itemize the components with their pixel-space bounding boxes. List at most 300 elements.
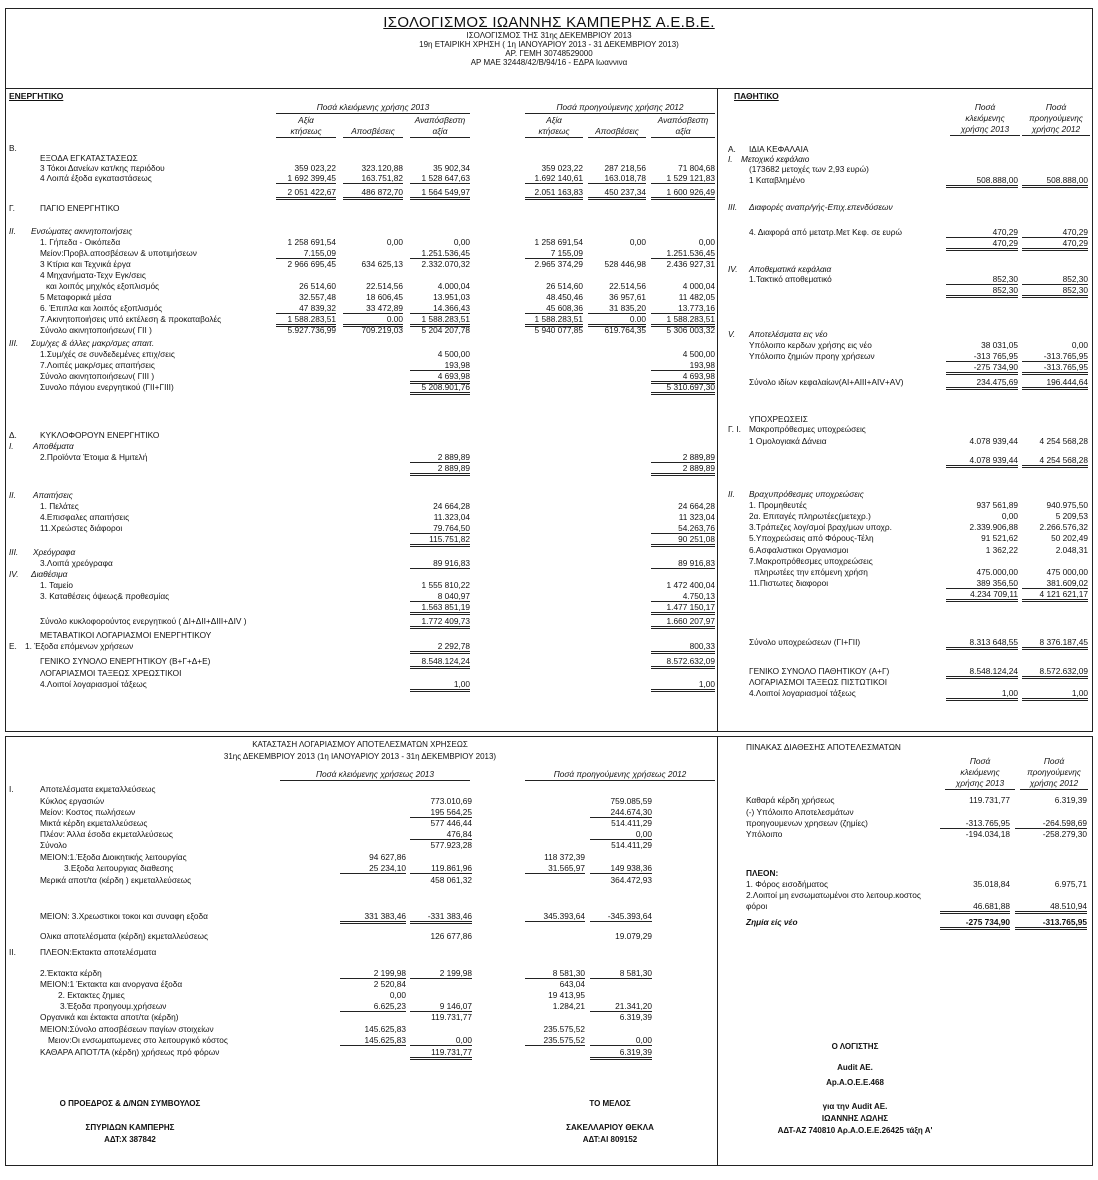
amount-cell: -264.598,69 bbox=[1015, 818, 1087, 829]
amount-cell: 287 218,56 bbox=[604, 163, 646, 173]
row-label: 6. Έπιπλα και λοιπός εξοπλισμός bbox=[40, 303, 163, 313]
amount-cell: 91 521,62 bbox=[981, 533, 1018, 543]
row-code: ΙΙ. bbox=[9, 947, 16, 957]
row-label: Αποτελέσματα εις νέο bbox=[749, 329, 828, 339]
amount-cell: 470,29 bbox=[1022, 238, 1088, 251]
amount-cell: 4 000,04 bbox=[682, 281, 715, 291]
amount-cell: 359 023,22 bbox=[541, 163, 583, 173]
amount-cell: 2.436 927,31 bbox=[666, 259, 715, 269]
row-label: Υπόλοιπο κερδων χρήσης εις νέο bbox=[749, 340, 872, 350]
amount-cell: 8.548.124,24 bbox=[946, 666, 1018, 679]
amount-cell: 8 581,30 bbox=[525, 968, 585, 979]
amount-cell: 4 693,98 bbox=[651, 371, 715, 384]
amount-cell: 4.078 939,44 bbox=[946, 455, 1018, 468]
col-cost-label-1: Αξία bbox=[546, 115, 562, 125]
liab-col-2012-line1: Ποσά bbox=[1045, 102, 1067, 112]
amount-cell: 0,00 bbox=[590, 829, 652, 840]
row-label: 2α. Επιταγές πληρωτέες(μετεχρ.) bbox=[749, 511, 871, 521]
row-label: 3 Κτίρια και Τεχνικά έργα bbox=[40, 259, 131, 269]
amount-cell: 22.514,56 bbox=[366, 281, 403, 291]
dist-col-2013-line3: χρήσης 2013 bbox=[955, 778, 1005, 788]
amount-cell: 5 940 077,85 bbox=[534, 325, 583, 335]
amount-cell: 5.927.736,99 bbox=[287, 325, 336, 335]
row-label: 2.Προϊόντα Έτοιμα & Ημιτελή bbox=[40, 452, 148, 462]
row-label: 11.Πιστωτες διαφοροι bbox=[749, 578, 829, 588]
amount-cell: 940.975,50 bbox=[1046, 500, 1088, 510]
amount-cell: 7 155,09 bbox=[525, 248, 583, 259]
amount-cell: 331 383,46 bbox=[340, 911, 406, 924]
amount-cell: 235.575,52 bbox=[543, 1024, 585, 1034]
accountant-id: ΑΔΤ-ΑΖ 740810 Αρ.Α.Ο.Ε.Ε.26425 τάξη Α' bbox=[777, 1126, 933, 1135]
amount-cell: 119.861,96 bbox=[410, 863, 472, 874]
amount-cell: 2 966 695,45 bbox=[287, 259, 336, 269]
row-label: ΚΥΚΛΟΦΟΡΟΥΝ ΕΝΕΡΓΗΤΙΚΟ bbox=[40, 430, 160, 440]
row-label: 4. Διαφορά από μετατρ.Μετ Κεφ. σε ευρώ bbox=[749, 227, 902, 237]
amount-cell: 4 254 568,28 bbox=[1039, 436, 1088, 446]
amount-cell: 235.575,52 bbox=[525, 1035, 585, 1046]
row-label: 1. Έξοδα επόμενων χρήσεων bbox=[25, 641, 134, 651]
row-label: 11.Χρεώστες διάφοροι bbox=[40, 523, 123, 533]
col-cost-label-2: κτήσεως bbox=[290, 126, 322, 136]
amount-cell: 4 500,00 bbox=[682, 349, 715, 359]
amount-cell: 193,98 bbox=[410, 360, 470, 371]
row-label: Σύνολο ιδίων κεφαλαίων(ΑΙ+ΑΙΙΙ+ΑΙV+ΑV) bbox=[749, 377, 904, 387]
amount-cell: 0,00 bbox=[629, 237, 646, 247]
amount-cell: 79.764,50 bbox=[410, 523, 470, 534]
row-code: V. bbox=[728, 329, 736, 339]
amount-cell: 4 121 621,17 bbox=[1022, 589, 1088, 602]
amount-cell: 0.00 bbox=[588, 314, 646, 327]
row-label: Μερικά αποτ/τα (κέρδη ) εκμεταλλεύσεως bbox=[40, 875, 192, 885]
col-net-label-2: αξία bbox=[675, 126, 691, 136]
amount-cell: 1.772 409,73 bbox=[410, 616, 470, 629]
accountant-firm: Audit AE. bbox=[837, 1063, 873, 1072]
amount-cell: 5 209,53 bbox=[1055, 511, 1088, 521]
amount-cell: 6.319,39 bbox=[1054, 795, 1087, 805]
amount-cell: -313.765,95 bbox=[1022, 362, 1088, 375]
amount-cell: 4 693,98 bbox=[410, 371, 470, 384]
row-label: ΜΕΙΟΝ:1.Έξοδα Διοικητικής λειτουργίας bbox=[40, 852, 187, 862]
liab-col-2013-line1: Ποσά bbox=[974, 102, 996, 112]
amount-cell: 470,29 bbox=[946, 227, 1018, 238]
amount-cell: 47 839,32 bbox=[276, 303, 336, 314]
income-subtitle: 31ης ΔΕΚΕΜΒΡΙΟΥ 2013 (1η ΙΑΝΟΥΑΡΙΟΥ 2013 - 31η ΔΕΚΕΜΒΡΙΟΥ 2013) bbox=[223, 752, 497, 761]
amount-cell: 0,00 bbox=[453, 237, 470, 247]
col-net-label-1: Αναπόσβεστη bbox=[414, 115, 466, 125]
row-label: Σύνολο ακινητοποιήσεων( ΓΙΙΙ ) bbox=[40, 371, 155, 381]
row-label: ΜΕΤΑΒΑΤΙΚΟΙ ΛΟΓΑΡΙΑΣΜΟΙ ΕΝΕΡΓΗΤΙΚΟΥ bbox=[40, 630, 212, 640]
amount-cell: 46.681,88 bbox=[940, 901, 1010, 914]
row-label: Σύνολο υποχρεώσεων (ΓΙ+ΓΙΙ) bbox=[749, 637, 861, 647]
row-code: ΙΙΙ. bbox=[728, 202, 738, 212]
amount-cell: 5 204 207,78 bbox=[421, 325, 470, 335]
amount-cell: 1 258 691,54 bbox=[287, 237, 336, 247]
amount-cell: 1 588.283,51 bbox=[276, 314, 336, 327]
amount-cell: 25 234,10 bbox=[340, 863, 406, 874]
row-label: Αποθέματα bbox=[33, 441, 74, 451]
assets-period-2013: Ποσά κλειόμενης χρήσης 2013 bbox=[276, 102, 470, 114]
amount-cell: 1,00 bbox=[946, 688, 1018, 701]
amount-cell: 234.475,69 bbox=[946, 377, 1018, 390]
row-label: 5.Υποχρεώσεις από Φόρους-Τέλη bbox=[749, 533, 874, 543]
amount-cell: 508.888,00 bbox=[1022, 175, 1088, 188]
amount-cell: 50 202,49 bbox=[1051, 533, 1088, 543]
amount-cell: 38 031,05 bbox=[981, 340, 1018, 350]
row-label: Μείον:Προβλ.αποσβέσεων & υποτιμήσεων bbox=[40, 248, 197, 258]
dist-col-2012 bbox=[1020, 756, 1088, 790]
row-label: Ολικα αποτελέσματα (κέρδη) εκμεταλλεύσεως bbox=[40, 931, 209, 941]
amount-cell: 359 023,22 bbox=[294, 163, 336, 173]
row-label: 4.Λοιποί λογαριασμοί τάξεως bbox=[749, 688, 856, 698]
accountant-for: για την Audit AE. bbox=[822, 1102, 888, 1111]
amount-cell: 323.120,88 bbox=[361, 163, 403, 173]
amount-cell: 36 957,61 bbox=[609, 292, 646, 302]
income-title: ΚΑΤΑΣΤΑΣΗ ΛΟΓΑΡΙΑΣΜΟΥ ΑΠΟΤΕΛΕΣΜΑΤΩΝ ΧΡΗΣΕΩΣ bbox=[252, 740, 468, 749]
row-code: Α. bbox=[728, 144, 736, 154]
liab-col-2012 bbox=[1022, 102, 1090, 136]
amount-cell: 31.565,97 bbox=[525, 863, 585, 874]
amount-cell: 11 323,04 bbox=[678, 512, 715, 522]
document-header bbox=[5, 14, 1093, 67]
amount-cell: 26 514,60 bbox=[299, 281, 336, 291]
liab-col-2012-line3: χρήσης 2012 bbox=[1031, 124, 1081, 134]
row-label: ΓΕΝΙΚΟ ΣΥΝΟΛΟ ΠΑΘΗΤΙΚΟΥ (Α+Γ) bbox=[749, 666, 890, 676]
row-label: 2.Λοιποί μη ενσωματωμένοι στο λειτουρ.κοστος bbox=[746, 890, 921, 900]
amount-cell: 1 564 549,97 bbox=[410, 187, 470, 200]
amount-cell: 119.731,77 bbox=[431, 1012, 472, 1022]
amount-cell: 4.750,13 bbox=[651, 591, 715, 602]
amount-cell: 8 581,30 bbox=[590, 968, 652, 979]
row-label: Χρεόγραφα bbox=[33, 547, 76, 557]
amount-cell: 8 040,97 bbox=[410, 591, 470, 602]
row-code: Ι. bbox=[9, 441, 14, 451]
amount-cell: 458 061,32 bbox=[430, 875, 472, 885]
row-label: 1 Καταβλημένο bbox=[749, 175, 805, 185]
row-code: Γ. bbox=[9, 203, 15, 213]
amount-cell: 2 292,78 bbox=[410, 641, 470, 654]
amount-cell: 852,30 bbox=[1022, 285, 1088, 298]
amount-cell: 1 528 647,63 bbox=[410, 173, 470, 184]
row-label: ΠΛΕΟΝ: bbox=[746, 868, 779, 878]
amount-cell: 89 916,83 bbox=[651, 558, 715, 569]
amount-cell: 2 889,89 bbox=[410, 452, 470, 463]
row-label: Συνολο πάγιου ενεργητικού (ΓΙΙ+ΓΙΙΙ) bbox=[40, 382, 174, 392]
amount-cell: 1,00 bbox=[1022, 688, 1088, 701]
accountant-title: Ο ΛΟΓΙΣΤΗΣ bbox=[831, 1042, 879, 1051]
row-label: 1 Ομολογιακά Δάνεια bbox=[749, 436, 827, 446]
amount-cell: 2 051 422,67 bbox=[276, 187, 336, 200]
row-code: Δ. bbox=[9, 430, 17, 440]
row-label: Σύνολο bbox=[40, 840, 67, 850]
assets-period-2012: Ποσά προηγούμενης χρήσης 2012 bbox=[525, 102, 715, 114]
column-divider-bottom bbox=[717, 736, 718, 1166]
amount-cell: 149 938,36 bbox=[590, 863, 652, 874]
row-label: Ενσώματες ακινητοποιήσεις bbox=[31, 226, 133, 236]
amount-cell: 1 692 399,45 bbox=[276, 173, 336, 184]
amount-cell: 26 514,60 bbox=[546, 281, 583, 291]
amount-cell: 619.764,35 bbox=[604, 325, 646, 335]
row-label: 2.Έκτακτα κέρδη bbox=[40, 968, 102, 978]
amount-cell: 0,00 bbox=[698, 237, 715, 247]
row-code: ΙΙ. bbox=[728, 489, 735, 499]
amount-cell: 54.263,76 bbox=[651, 523, 715, 534]
amount-cell: 8 376.187,45 bbox=[1022, 637, 1088, 650]
liabilities-title: ΠΑΘΗΤΙΚΟ bbox=[734, 91, 779, 101]
amount-cell: 8.572.632,09 bbox=[651, 656, 715, 669]
amount-cell: 2.965 374,29 bbox=[534, 259, 583, 269]
assets-title: ΕΝΕΡΓΗΤΙΚΟ bbox=[9, 91, 64, 101]
amount-cell: 5 310.697,30 bbox=[651, 382, 715, 395]
amount-cell: 2.332.070,32 bbox=[421, 259, 470, 269]
amount-cell: 450 237,34 bbox=[588, 187, 646, 200]
amount-cell: 643,04 bbox=[559, 979, 585, 989]
row-label: Καθαρά κέρδη χρήσεως bbox=[746, 795, 835, 805]
amount-cell: 1.251.536,45 bbox=[651, 248, 715, 259]
amount-cell: -345.393,64 bbox=[590, 911, 652, 922]
liab-col-2013 bbox=[950, 102, 1020, 136]
amount-cell: 244.674,30 bbox=[590, 807, 652, 818]
row-label: 6.Ασφαλιστικοι Οργανισμοι bbox=[749, 545, 849, 555]
row-label: 3.Εξοδα λειτουργιας διαθεσης bbox=[64, 863, 174, 873]
amount-cell: 31 835,20 bbox=[588, 303, 646, 314]
col-cost-2013 bbox=[276, 115, 336, 138]
income-period-2013: Ποσά κλειόμενης χρήσεως 2013 bbox=[280, 769, 470, 781]
dist-col-2013-line2: κλειόμενης bbox=[960, 767, 1000, 777]
col-net-label-1: Αναπόσβεστη bbox=[657, 115, 709, 125]
row-label: Υπόλοιπο ζημιών προηγ χρήσεων bbox=[749, 351, 875, 361]
row-label: (-) Υπόλοιπο Αποτελεσμάτων bbox=[746, 807, 854, 817]
row-label: και λοιπός μηχ/κός εξοπλισμός bbox=[46, 281, 160, 291]
row-label: ΠΛΕΟΝ:Εκτακτα αποτελέσματα bbox=[40, 947, 157, 957]
row-label: ΚΑΘΑΡΑ ΑΠΟΤ/ΤΑ (κέρδη) χρήσεως πρό φόρων bbox=[40, 1047, 220, 1057]
header-divider bbox=[5, 88, 1093, 89]
amount-cell: 19.079,29 bbox=[615, 931, 652, 941]
amount-cell: 1.477 150,17 bbox=[651, 602, 715, 615]
row-label: 3.Τράπεζες λογ/σμοί βραχ/μων υποχρ. bbox=[749, 522, 892, 532]
amount-cell: 0,00 bbox=[590, 1035, 652, 1046]
amount-cell: 852,30 bbox=[946, 285, 1018, 298]
row-label: Διαφορές αναπρ/γής-Επιχ.επενδύσεων bbox=[749, 202, 893, 212]
amount-cell: 90 251,08 bbox=[651, 534, 715, 547]
amount-cell: 8.313 648,55 bbox=[946, 637, 1018, 650]
col-cost-label-2: κτήσεως bbox=[538, 126, 570, 136]
amount-cell: 6.319,39 bbox=[619, 1012, 652, 1022]
amount-cell: 2 520,84 bbox=[373, 979, 406, 989]
amount-cell: 48.450,46 bbox=[546, 292, 583, 302]
row-label: Πλέον: Άλλα έσοδα εκμεταλλεύσεως bbox=[40, 829, 173, 839]
accountant-signature bbox=[725, 1041, 985, 1137]
row-label: 4 Μηχανήματα-Τεχν Εγκ/σεις bbox=[40, 270, 146, 280]
income-header bbox=[100, 740, 620, 761]
amount-cell: 475.000,00 bbox=[976, 567, 1018, 577]
liab-col-2012-line2: προηγούμενης bbox=[1029, 113, 1083, 123]
row-label: Οργανικά και έκτακτα αποτ/τα (κέρδη) bbox=[40, 1012, 179, 1022]
amount-cell: 0,00 bbox=[389, 990, 406, 1000]
row-label: ΜΕΙΟΝ:1 Έκτακτα και ανοργανα έξοδα bbox=[40, 979, 183, 989]
col-net-2013 bbox=[410, 115, 470, 138]
row-label: 7.Λοιπές μακρ/σμες απαιτήσεις bbox=[40, 360, 155, 370]
row-label: 7.Μακροπρόθεσμες υποχρεώσεις bbox=[749, 556, 873, 566]
amount-cell: 8.572.632,09 bbox=[1022, 666, 1088, 679]
amount-cell: 1 588.283,51 bbox=[651, 314, 715, 327]
row-label: ΕΞΟΔΑ ΕΓΚΑΤΑΣΤΑΣΕΩΣ bbox=[40, 153, 138, 163]
amount-cell: 1,00 bbox=[410, 679, 470, 692]
amount-cell: 514.411,29 bbox=[611, 840, 652, 850]
amount-cell: 1.660 207,97 bbox=[651, 616, 715, 629]
row-label: 1. Προμηθευτές bbox=[749, 500, 807, 510]
row-label: 4 Λοιπά έξοδα εγκαταστάσεως bbox=[40, 173, 152, 183]
amount-cell: 1 588.283,51 bbox=[410, 314, 470, 327]
amount-cell: 22.514,56 bbox=[609, 281, 646, 291]
amount-cell: 0,00 bbox=[386, 237, 403, 247]
row-label: Μακροπρόθεσμες υποχρεώσεις bbox=[749, 424, 866, 434]
header-line-2: 19η ΕΤΑΙΡΙΚΗ ΧΡΗΣΗ ( 1η ΙΑΝΟΥΑΡΙΟΥ 2013 - 31 ΔΕΚΕΜΒΡΙΟΥ 2013) bbox=[419, 40, 679, 49]
amount-cell: 145.625,83 bbox=[340, 1035, 406, 1046]
dist-col-2012-line2: προηγούμενης bbox=[1027, 767, 1081, 777]
amount-cell: 13.773,16 bbox=[651, 303, 715, 314]
header-line-4: ΑΡ ΜΑΕ 32448/42/Β/94/16 - ΕΔΡΑ Ιωαννινα bbox=[470, 58, 628, 67]
amount-cell: 470,29 bbox=[1022, 227, 1088, 238]
amount-cell: 6.975,71 bbox=[1054, 879, 1087, 889]
amount-cell: 126 677,86 bbox=[430, 931, 472, 941]
amount-cell: 48.510,94 bbox=[1015, 901, 1087, 914]
amount-cell: 24 664,28 bbox=[433, 501, 470, 511]
distribution-title: ΠΙΝΑΚΑΣ ΔΙΑΘΕΣΗΣ ΑΠΟΤΕΛΕΣΜΑΤΩΝ bbox=[746, 742, 901, 752]
amount-cell: -275 734,90 bbox=[940, 917, 1010, 930]
amount-cell: 2 199,98 bbox=[340, 968, 406, 979]
amount-cell: 5 208.901,76 bbox=[410, 382, 470, 395]
row-label: Αποτελέσματα εκμεταλλεύσεως bbox=[40, 784, 156, 794]
amount-cell: 1 529 121,83 bbox=[651, 173, 715, 184]
row-code: ΙΙΙ. bbox=[9, 338, 19, 348]
row-label: Διαθέσιμα bbox=[31, 569, 68, 579]
amount-cell: 0,00 bbox=[1071, 340, 1088, 350]
row-code: Γ. Ι. bbox=[728, 424, 741, 434]
amount-cell: 2.051 163,83 bbox=[525, 187, 583, 200]
col-dep-label: Αποσβέσεις bbox=[351, 126, 395, 136]
amount-cell: -313 765,95 bbox=[946, 351, 1018, 362]
amount-cell: 4.078 939,44 bbox=[969, 436, 1018, 446]
amount-cell: 35 902,34 bbox=[433, 163, 470, 173]
amount-cell: 89 916,83 bbox=[410, 558, 470, 569]
amount-cell: 196.444,64 bbox=[1022, 377, 1088, 390]
amount-cell: 381.609,02 bbox=[1022, 578, 1088, 589]
amount-cell: 145.625,83 bbox=[364, 1024, 406, 1034]
dist-col-2013-line1: Ποσά bbox=[969, 756, 991, 766]
row-label: 3.Έξοδα προηγουμ.χρήσεων bbox=[60, 1001, 167, 1011]
amount-cell: 0,00 bbox=[410, 1035, 472, 1046]
amount-cell: 193,98 bbox=[651, 360, 715, 371]
row-code: ΙV. bbox=[9, 569, 19, 579]
row-label: Απαιτήσεις bbox=[33, 490, 73, 500]
row-label: (173682 μετοχές των 2,93 ευρώ) bbox=[749, 164, 869, 174]
amount-cell: 6.625,23 bbox=[340, 1001, 406, 1012]
dist-col-2012-line1: Ποσά bbox=[1043, 756, 1065, 766]
accountant-name: ΙΩΑΝΝΗΣ ΛΩΛΗΣ bbox=[821, 1114, 889, 1123]
row-label: Βραχυπρόθεσμες υποχρεώσεις bbox=[749, 489, 864, 499]
row-label: 2. Εκτακτες ζημιες bbox=[58, 990, 125, 1000]
header-line-3: ΑΡ. ΓΕΜΗ 30748529000 bbox=[505, 49, 593, 58]
col-dep-2012 bbox=[588, 126, 646, 138]
row-label: ΜΕΙΟΝ:Σύνολο αποσβέσεων παγίων στοιχείων bbox=[40, 1024, 214, 1034]
amount-cell: 94 627,86 bbox=[369, 852, 406, 862]
row-label: Συμ/χες & άλλες μακρ/σμες απαιτ. bbox=[31, 338, 155, 348]
amount-cell: 476,84 bbox=[410, 829, 472, 840]
row-label: 3.Λοιπά χρεόγραφα bbox=[40, 558, 113, 568]
member-id: ΑΔΤ:ΑΙ 809152 bbox=[582, 1135, 638, 1144]
row-label: Μετοχικό κεφάλαιο bbox=[741, 154, 810, 164]
row-code: Ι. bbox=[728, 154, 733, 164]
amount-cell: 937 561,89 bbox=[976, 500, 1018, 510]
row-label: 7.Ακινητοποιήσεις υπό εκτέλεση & προκαταβολές bbox=[40, 314, 222, 324]
amount-cell: 7.155,09 bbox=[276, 248, 336, 259]
amount-cell: 119.731,77 bbox=[969, 795, 1010, 805]
amount-cell: 1.563 851,19 bbox=[410, 602, 470, 615]
amount-cell: 163.751,82 bbox=[343, 173, 403, 184]
row-label: Αποθεματικά κεφάλαια bbox=[749, 264, 832, 274]
member-name: ΣΑΚΕΛΛΑΡΙΟΥ ΘΕΚΛΑ bbox=[566, 1123, 654, 1132]
amount-cell: 364.472,93 bbox=[610, 875, 652, 885]
row-label: φόροι bbox=[746, 901, 768, 911]
amount-cell: 4 500,00 bbox=[437, 349, 470, 359]
amount-cell: 528 446,98 bbox=[604, 259, 646, 269]
amount-cell: 852,30 bbox=[1022, 274, 1088, 285]
amount-cell: 5 306 003,32 bbox=[666, 325, 715, 335]
amount-cell: 14.366,43 bbox=[410, 303, 470, 314]
chairman-id: ΑΔΤ:Χ 387842 bbox=[104, 1135, 156, 1144]
col-net-2012 bbox=[651, 115, 715, 138]
amount-cell: 773.010,69 bbox=[430, 796, 472, 806]
amount-cell: 115.751,82 bbox=[410, 534, 470, 547]
row-label: ΙΔΙΑ ΚΕΦΑΛΑΙΑ bbox=[749, 144, 809, 154]
amount-cell: 163.018,78 bbox=[588, 173, 646, 184]
amount-cell: 1,00 bbox=[651, 679, 715, 692]
amount-cell: 1 258 691,54 bbox=[534, 237, 583, 247]
amount-cell: 119.731,77 bbox=[410, 1047, 472, 1060]
row-label: ΛΟΓΑΡΙΑΣΜΟΙ ΤΑΞΕΩΣ ΧΡΕΩΣΤΙΚΟΙ bbox=[40, 668, 182, 678]
row-label: Υπόλοιπο bbox=[746, 829, 783, 839]
amount-cell: 759.085,59 bbox=[610, 796, 652, 806]
amount-cell: 21.341,20 bbox=[590, 1001, 652, 1012]
row-label: 1. Φόρος εισοδήματος bbox=[746, 879, 828, 889]
member-signature bbox=[530, 1098, 690, 1146]
amount-cell: 2.266.576,32 bbox=[1039, 522, 1088, 532]
chairman-signature bbox=[30, 1098, 230, 1146]
amount-cell: 1.284,21 bbox=[552, 1001, 585, 1011]
amount-cell: -194.034,18 bbox=[965, 829, 1010, 839]
amount-cell: 2 889,89 bbox=[651, 463, 715, 476]
amount-cell: -313.765,95 bbox=[940, 818, 1010, 829]
member-title: ΤΟ ΜΕΛΟΣ bbox=[589, 1099, 631, 1108]
amount-cell: 475 000,00 bbox=[1046, 567, 1088, 577]
amount-cell: -331 383,46 bbox=[410, 911, 472, 924]
row-label: πληρωτέες την επόμενη χρήση bbox=[754, 567, 868, 577]
row-label: 3. Καταθέσεις όψεως& προθεσμίας bbox=[40, 591, 170, 601]
amount-cell: 71 804,68 bbox=[678, 163, 715, 173]
amount-cell: 18 606,45 bbox=[366, 292, 403, 302]
row-code: ΙV. bbox=[728, 264, 738, 274]
amount-cell: 0.00 bbox=[343, 314, 403, 327]
amount-cell: 1 555 810,22 bbox=[421, 580, 470, 590]
amount-cell: 1 472 400,04 bbox=[666, 580, 715, 590]
amount-cell: 2.339.906,88 bbox=[969, 522, 1018, 532]
document-title: ΙΣΟΛΟΓΙΣΜΟΣ ΙΩΑΝΝΗΣ ΚΑΜΠΕΡΗΣ Α.Ε.Β.Ε. bbox=[383, 14, 715, 31]
amount-cell: 4 254 568,28 bbox=[1022, 455, 1088, 468]
amount-cell: 1 600 926,49 bbox=[651, 187, 715, 200]
amount-cell: 4.234 709,11 bbox=[946, 589, 1018, 602]
amount-cell: 486 872,70 bbox=[343, 187, 403, 200]
col-cost-2012 bbox=[525, 115, 583, 138]
